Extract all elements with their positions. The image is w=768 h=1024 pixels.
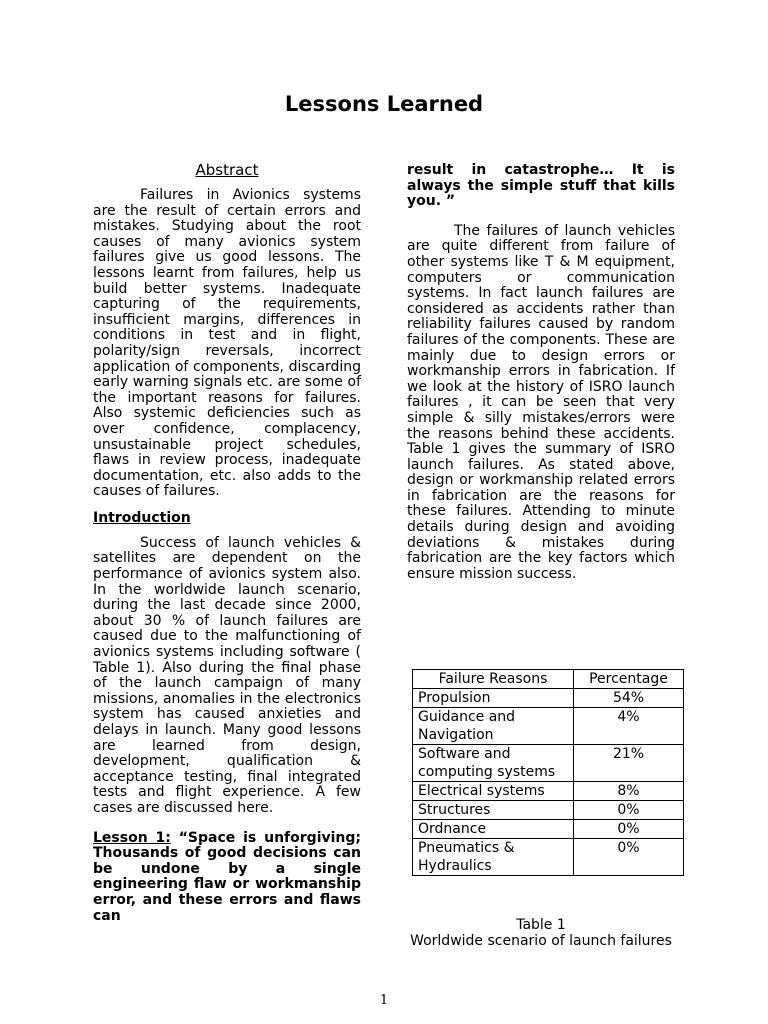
abstract-heading: Abstract bbox=[195, 161, 259, 179]
caption-label: Table 1 bbox=[516, 917, 566, 933]
table-cell-percentage: 0% bbox=[574, 839, 684, 876]
lesson1-quote: “Space is unforgiving; Thousands of good decisions can be undone by a single engineering flaw or workmanship error, and these errors and flaws can bbox=[93, 829, 362, 924]
table-cell-percentage: 8% bbox=[574, 782, 684, 801]
lesson1-quote-continued: result in catastrophe… It is always the simple stuff that kills you. ” bbox=[407, 162, 675, 210]
table-cell-reason: Structures bbox=[413, 801, 574, 820]
left-column bbox=[93, 162, 361, 934]
abstract-body: Failures in Avionics systems are the result of certain errors and mistakes. Studying about the root causes of many avionics system failures give us good lessons. The lessons learnt from failures, help us build better systems. Inadequate capturing of the requirements, insufficient margins, differences in conditions in test and in flight, polarity/sign reversals, incorrect application of components, discarding early warning signals etc. are some of the important reasons for failures. Also systemic deficiencies such as over confidence, complacency, unsustainable project schedules, flaws in review process, inadequate documentation, etc. also adds to the causes of failures. bbox=[93, 187, 361, 500]
table-cell-percentage: 0% bbox=[574, 801, 684, 820]
table-cell-percentage: 4% bbox=[574, 708, 684, 745]
table-header-cell: Failure Reasons bbox=[413, 670, 574, 689]
table-cell-percentage: 54% bbox=[574, 689, 684, 708]
lesson1-label: Lesson 1: bbox=[93, 829, 171, 846]
table-cell-reason: Propulsion bbox=[413, 689, 574, 708]
table-cell-reason: Ordnance bbox=[413, 820, 574, 839]
table-cell-reason: Software and computing systems bbox=[413, 745, 574, 782]
launch-failures-paragraph: The failures of launch vehicles are quite different from failure of other systems like T & M equipment, computers or communication systems. In fact launch failures are considered as accidents rather than reliability failures caused by random failures of the components. These are mainly due to design errors or workmanship errors in fabrication. If we look at the history of ISRO launch failures , it can be seen that very simple & silly mistakes/errors were the reasons behind these accidents. Table 1 gives the summary of ISRO launch failures. As stated above, design or workmanship related errors in fabrication are the reasons for these failures. Attending to minute details during design and avoiding deviations & mistakes during fabrication are the key factors which ensure mission success. bbox=[407, 222, 675, 582]
table-row bbox=[413, 708, 684, 745]
table-header-cell: Percentage bbox=[574, 670, 684, 689]
page-title: Lessons Learned bbox=[284, 92, 484, 116]
failure-reasons-table bbox=[412, 669, 684, 876]
table-cell-reason: Electrical systems bbox=[413, 782, 574, 801]
table-row bbox=[413, 801, 684, 820]
table-row bbox=[413, 689, 684, 708]
table-row bbox=[413, 745, 684, 782]
table-cell-percentage: 21% bbox=[574, 745, 684, 782]
table-row bbox=[413, 820, 684, 839]
right-column bbox=[407, 163, 675, 592]
table-row bbox=[413, 839, 684, 876]
introduction-body: Success of launch vehicles & satellites are dependent on the performance of avionics system also. In the worldwide launch scenario, during the last decade since 2000, about 30 % of launch failures are caused due to the malfunctioning of avionics systems including software ( Table 1). Also during the final phase of the launch campaign of many missions, anomalies in the electronics system has caused anxieties and delays in launch. Many good lessons are learned from design, development, qualification & acceptance testing, final integrated tests and flight experience. A few cases are discussed here. bbox=[93, 534, 361, 816]
lesson1-paragraph bbox=[93, 831, 361, 925]
table-caption bbox=[407, 917, 675, 949]
caption-text: Worldwide scenario of launch failures bbox=[410, 933, 672, 949]
table-header-row bbox=[413, 670, 684, 689]
page-number: 1 bbox=[379, 993, 389, 1008]
table-cell-reason: Pneumatics & Hydraulics bbox=[413, 839, 574, 876]
introduction-heading: Introduction bbox=[93, 509, 191, 526]
table-row bbox=[413, 782, 684, 801]
table-cell-reason: Guidance and Navigation bbox=[413, 708, 574, 745]
table-cell-percentage: 0% bbox=[574, 820, 684, 839]
